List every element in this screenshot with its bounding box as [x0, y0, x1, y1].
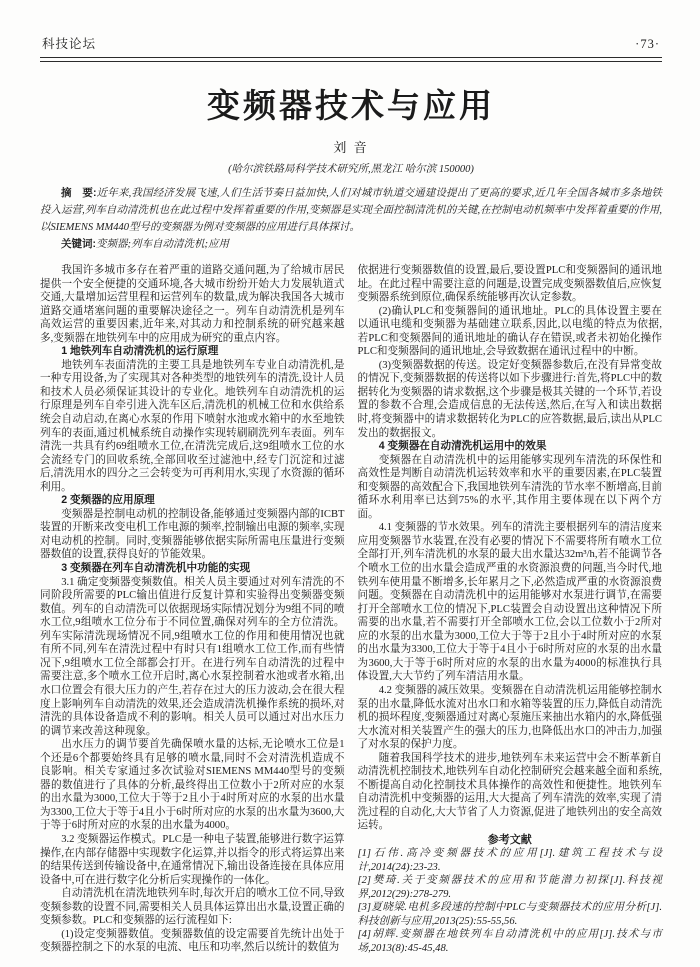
- section-heading-2: 2 变频器的应用原理: [61, 494, 155, 507]
- author-affiliation: (哈尔滨铁路局科学技术研究所,黑龙江 哈尔滨 150000): [228, 164, 474, 175]
- reference-item-3: [3]夏晓梁.电机多段速的控制中PLC与变频器技术的应用分析[J].科技创新与应用,2013(25):55-55,56.: [357, 902, 662, 927]
- left-column: [40, 264, 345, 955]
- paragraph-section-2: 变频器是控制电动机的控制设备,能够通过变频器内部的ICBT装置的开断来改变电机工作电源的频率,控制输出电源的频率,实现对电动机的控制。同时,变频器能够依据实际所需电压量进行变频器数值的设置,获得良好的节能效果。: [40, 508, 345, 561]
- paragraph-section-4-2: 4.2 变频器的减压效果。变频器在自动清洗机运用能够控制水泵的出水量,降低水流对出水口和水箱等装置的压力,降低自动清洗机的损坏程度,变频器通过对离心泵施压来抽出水箱内的水,降低强大水流对相关装置产生的强大的压力,也降低出水口的冲击力,加强了对水泵的保护力度。: [357, 684, 662, 751]
- author-name: 刘 音: [333, 140, 369, 155]
- paragraph-section-4: 变频器在自动清洗机中的运用能够实现列车清洗的环保性和高效性是判断自动清洗机运转效率和水平的重要因素,在PLC装置和变频器的高效配合下,我国地铁列车清洗的节水率不断增高,目前循环水利用率已达到75%的水平,其作用主要体现在以下两个方面。: [357, 454, 662, 520]
- body-columns: [40, 264, 662, 955]
- article-title: 变频器技术与应用: [207, 89, 495, 125]
- paragraph-section-4-1: 4.1 变频器的节水效果。列车的清洗主要根据列车的清洁度来应用变频器节水装置,在没有必要的情况下不需要将所有喷水工位全部打开,列车清洗机的水泵的最大出水量达32m³/h,若不能调节各个喷水工位的出水量会造成严重的水资源浪费的问题,当今时代,地铁列车使用量不断增多,长年累月之下,必然造成严重的水资源浪费问题。变频器在自动清洗机中的运用能够对水泵进行调节,在需要打开全部喷水工位的情况下,PLC装置会自动设置出这种情况下所需要的出水量,若不需要打开全部喷水工位,会以工位数小于2所对应的水泵的出水量为3000,工位大于等于2且小于4时所对应的水泵的出水量为3300,工位大于等于4且小于6时所对应的水泵的出水量为3600,大于等于6时所对应的水泵的出水量为4000的标准执行具体设置,大大节约了列车清洁用水量。: [357, 522, 662, 683]
- paragraph-step-1-continued: 依据进行变频器数值的设置,最后,要设置PLC和变频器间的通讯地址。在此过程中需要注意的问题是,设置完成变频器数值后,应恢复变频器系统到原位,确保系统能够再次认定参数。: [357, 265, 662, 304]
- abstract-text: 近年来,我国经济发展飞速,人们生活节奏日益加快,人们对城市轨道交通建设提出了更高的要求,近几年全国各城市多条地铁投入运营,列车自动清洗机也在此过程中发挥着重要的作用,变频器是实现全面控制清洗机的关键,在控制电动机频率中发挥着重要的作用,以SIEMENS MM440型号的变频器为例对变频器的应用进行具体探讨。: [40, 188, 662, 233]
- paragraph-water-pressure: 出水压力的调节要首先确保喷水量的达标,无论喷水工位是1个还是6个都要始终具有足够的喷水量,同时不会对清洗机造成不良影响。相关专家通过多次试验对SIEMENS MM440型号的变频器的数值进行了具体的分析,最终得出工位数小于2所对应的水泵的出水量为3000,工位大于等于2且小于4时所对应的水泵的出水量为3300,工位大于等于4且小于6时所对应的水泵的出水量为3600,大于等于6时所对应的水泵的出水量为4000。: [40, 739, 345, 832]
- section-heading-1: 1 地铁列车自动清洗机的运行原理: [61, 345, 219, 358]
- paragraph-step-3: (3)变频器数据的传送。设定好变频器参数后,在没有异常变故的情况下,变频器数据的传送将以如下步骤进行:首先,将PLC中的数据转化为变频器的请求数据,这个步骤是极其关键的一个环节,若设置的参数不合理,会造成信息的无法传送,然后,在写入和读出数据时,将变频器中的请求数据转化为PLC的应答数据,最后,读出从PLC发出的数据报文。: [357, 359, 662, 439]
- abstract-label: 摘 要:: [61, 187, 97, 199]
- paragraph-conclusion: 随着我国科学技术的进步,地铁列车未来运营中会不断革新自动清洗机控制技术,地铁列车自动化控制研究会越来越全面和系统,不断提高自动化控制技术具体操作的高效性和便捷性。地铁列车自动清洗机中变频器的运用,大大提高了列车清洗的效率,实现了清洗过程的自动化,大大节省了人力资源,促进了地铁列出的安全高效运转。: [357, 752, 662, 832]
- paragraph-step-1: (1)设定变频器数值。变频器数值的设定需要首先统计出处于变频器控制之下的水泵的电流、电压和功率,然后以统计的数值为: [40, 928, 345, 954]
- section-heading-4: 4 变频器在自动清洗机运用中的效果: [378, 440, 547, 453]
- paragraph-section-3-2: 3.2 变频器运作模式。PLC是一种电子装置,能够进行数字运算操作,在内部存储器中实现数字化运算,并以指令的形式将运算出来的结果传送到传输设备中,在通常情况下,输出设备连接在具体应用设备中,可在进行数字化分析后实现操作的一体化。: [40, 833, 345, 886]
- references-title: 参考文献: [487, 833, 532, 846]
- journal-section-label: 科技论坛: [42, 37, 97, 51]
- paragraph-section-1: 地铁列车表面清洗的主要工具是地铁列车专业自动清洗机,是一种专用设备,为了实现其对各种类型的地铁列车的清洗,设计人员和技术人员必须保证其设计的专业化。地铁列车自动清洗机的运行原理是列车自牵引进入洗车区后,清洗机的机械工位和水供给系统会自动启动,在离心水泵的作用下喷射水池或水箱中的水至地铁列车的表面,通过机械系统自动操作实现转刷刷洗列车表面。列车清洗一共具有约69组喷水工位,在清洗完成后,这9组喷水工位的水会流经专门的回收系统,全部回收至过滤池中,经专门沉淀和过滤后,清洗用水的四分之三会转变为可再利用水,实现了水资源的循环利用。: [40, 359, 345, 493]
- page-number: ·73·: [635, 37, 660, 51]
- keywords-label: 关键词:: [61, 238, 96, 250]
- reference-item-2: [2]樊琦.关于变频器技术的应用和节能潜力初探[J].科技视界,2012(29):278-279.: [357, 875, 662, 900]
- keywords-text: 变频器;列车自动清洗机;应用: [96, 239, 229, 250]
- reference-item-4: [4]胡辉.变频器在地铁列车自动清洗机中的应用[J].技术与市场,2013(8):45-45,48.: [357, 929, 662, 954]
- header-rule: [40, 57, 662, 62]
- right-column: [358, 264, 663, 955]
- section-heading-3: 3 变频器在列车自动清洗机中功能的实现: [61, 562, 251, 575]
- reference-item-1: [1]石伟.高冷变频器技术的应用[J].建筑工程技术与设计,2014(24):23-23.: [357, 847, 662, 873]
- abstract: [40, 185, 662, 236]
- keywords: [40, 236, 662, 253]
- paragraph-plc-flow: 自动清洗机在清洗地铁列车时,每次开启的喷水工位不同,导致变频参数的设置不同,需要相关人员具体运算出出水量,设置正确的变频参数。PLC和变频器的运行流程如下:: [40, 888, 345, 927]
- paragraph-section-3-1: 3.1 确定变频器变频数值。相关人员主要通过对列车清洗的不同阶段所需要的PLC输出值进行反复计算和实验得出变频器变频数值。列车的自动清洗可以依据现场实际情况划分为9组不同的喷水工位,9组喷水工位分布于不同位置,确保对列车的全方位清洗。列车实际清洗现场情况不同,9组喷水工位的作用和使用情况也就有所不同,列车在清洗过程中有时只有1组喷水工位工作,而有些情况下,9组喷水工位全部都会打开。在进行列车自动清洗的过程中需要注意,多个喷水工位开启时,离心水泵控制着水池或者水箱,出水口位置会有很大压力的产生,若存在过大的压力波动,会在很大程度上影响列车自动清洗的效果,还会造成清洗机操作系统的损坏,对清洗的具体设备造成不利的影响。相关人员可以通过对出水压力的调节来改善这种现象。: [40, 576, 345, 737]
- paragraph-intro: 我国许多城市多存在着严重的道路交通问题,为了给城市居民提供一个安全便捷的交通环境,各大城市纷纷开始大力发展轨道式交通,大量增加运营里程和运营列车的数量,成为解决我国各大城市道路交通堵塞问题的重要解决途径之一。列车自动清洗机是列车高效运营的重要因素,近年来,对其动力和控制系统的研究越来越多,变频器在地铁列车中的应用成为研究的重点内容。: [40, 265, 345, 344]
- page-header: [40, 34, 662, 57]
- paragraph-step-2: (2)确认PLC和变频器间的通讯地址。PLC的具体设置主要在以通讯电缆和变频器为基础建立联系,因此,以电缆的特点为依据,若PLC和变频器间的通讯地址的确认存在错误,或者未初始化操作PLC和变频器间的通讯地址,会导致数据在通讯过程中的中断。: [357, 305, 662, 358]
